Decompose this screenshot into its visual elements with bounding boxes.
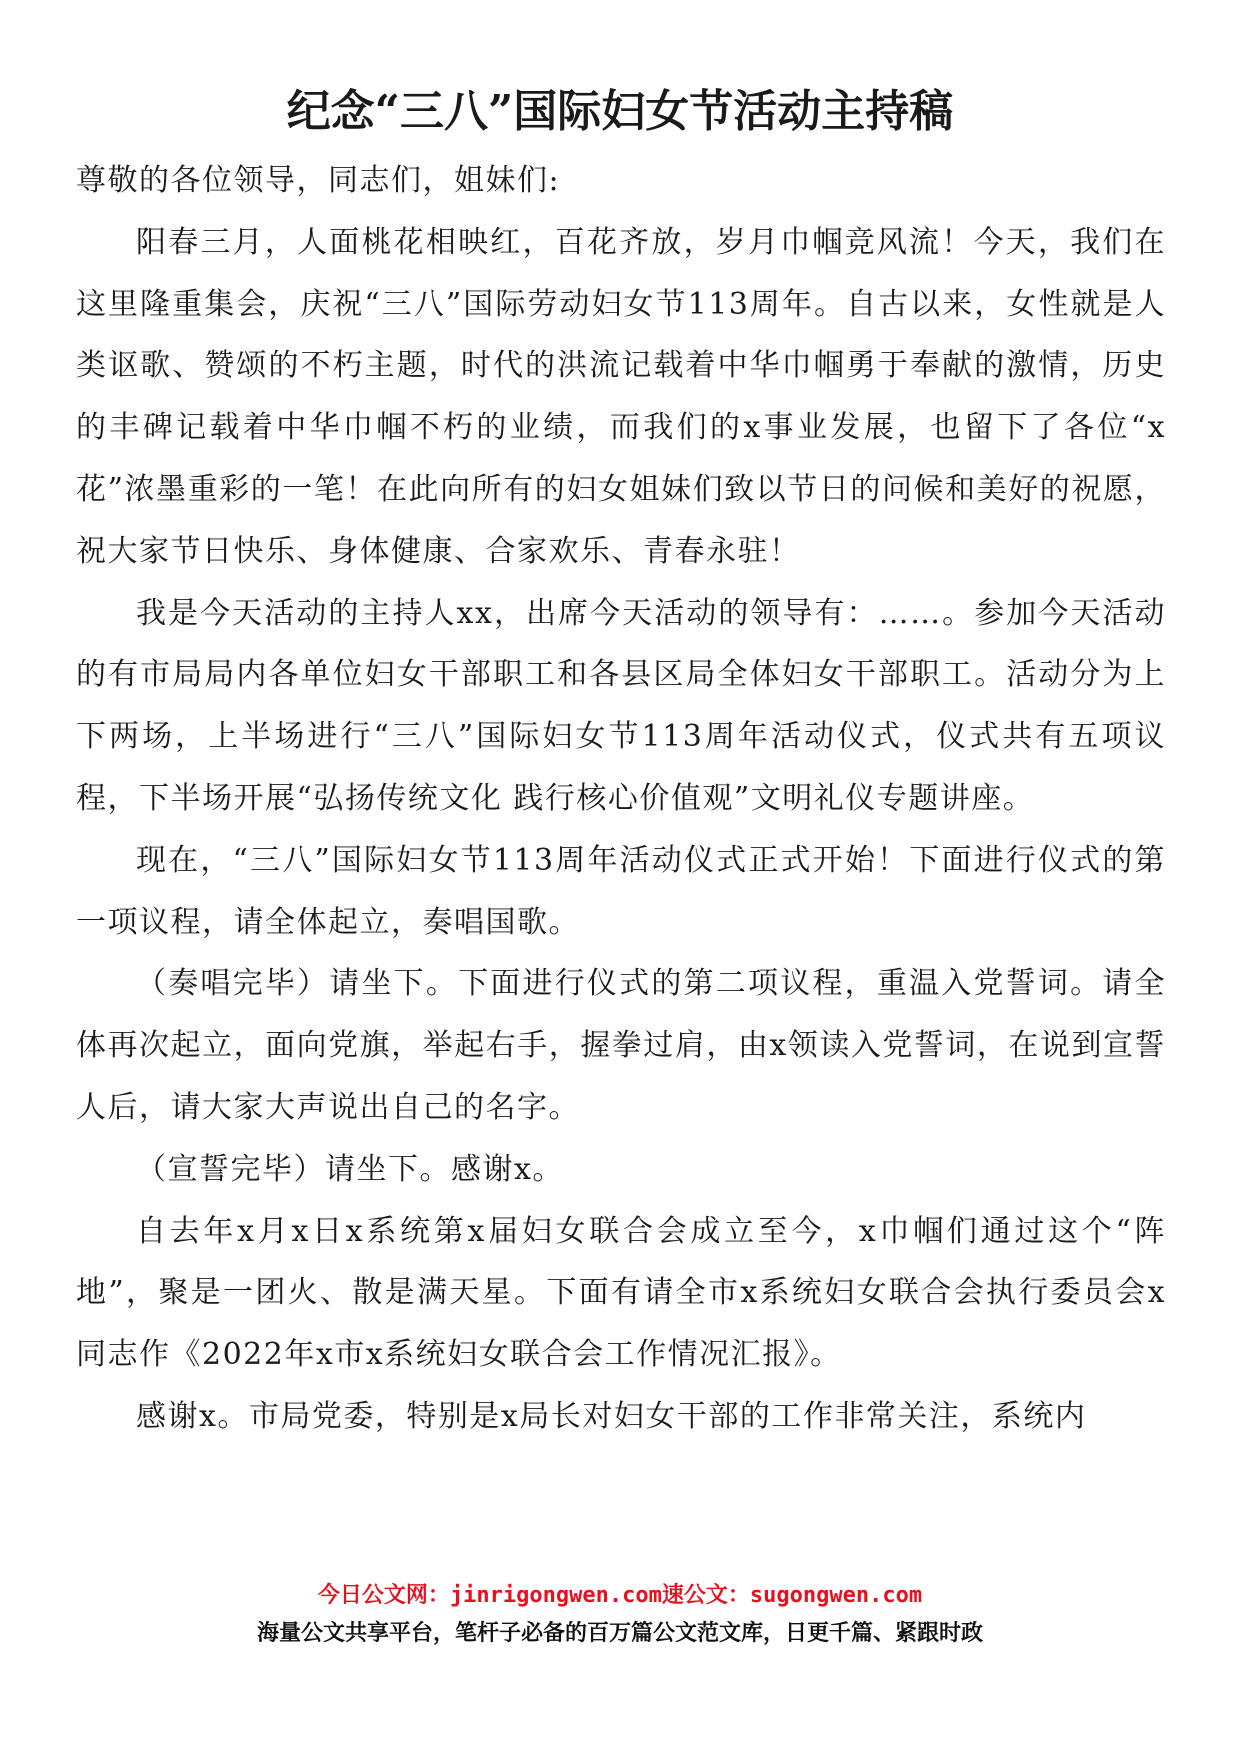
salutation: 尊敬的各位领导，同志们，姐妹们:	[76, 163, 561, 198]
paragraph-oath-done: （宣誓完毕）请坐下。感谢x。	[136, 1151, 564, 1187]
paragraph-report: 自去年x月x日x系统第x届妇女联合会成立至今，x巾帼们通过这个“阵地”，聚是一团火、散是满天星。下面有请全市x系统妇女联合会执行委员会x同志作《2022年x市x系统妇女联合会工作情况汇报》。	[76, 1213, 1166, 1373]
site2-name: 速公文：	[661, 1583, 750, 1608]
paragraph-host-intro: 我是今天活动的主持人xx，出席今天活动的领导有：……。参加今天活动的有市局局内各单位妇女干部职工和各县区局全体妇女干部职工。活动分为上下两场，上半场进行“三八”国际妇女节113周年活动仪式，仪式共有五项议程，下半场开展“弘扬传统文化 践行核心价值观”文明礼仪专题讲座。	[76, 595, 1166, 816]
paragraph-oath: （奏唱完毕）请坐下。下面进行仪式的第二项议程，重温入党誓词。请全体再次起立，面向党旗，举起右手，握拳过肩，由x领读入党誓词，在说到宣誓人后，请大家大声说出自己的名字。	[76, 966, 1166, 1125]
footer-links	[0, 1580, 1240, 1612]
paragraph-opening: 阳春三月，人面桃花相映红，百花齐放，岁月巾帼竞风流！今天，我们在这里隆重集会，庆祝“三八”国际劳动妇女节113周年。自古以来，女性就是人类讴歌、赞颂的不朽主题，时代的洪流记载着中华巾帼勇于奉献的激情，历史的丰碑记载着中华巾帼不朽的业绩，而我们的x事业发展，也留下了各位“x花”浓墨重彩的一笔！在此向所有的妇女姐妹们致以节日的问候和美好的祝愿，祝大家节日快乐、身体健康、合家欢乐、青春永驻！	[76, 224, 1166, 569]
paragraph-thanks: 感谢x。市局党委，特别是x局长对妇女干部的工作非常关注，系统内	[136, 1398, 1087, 1434]
document-body	[76, 150, 1166, 1448]
footer-banner	[0, 1580, 1240, 1652]
footer-slogan: 海量公文共享平台，笔杆子必备的百万篇公文范文库，日更千篇、紧跟时政	[256, 1621, 983, 1646]
site1-link[interactable]: jinrigongwen.com	[449, 1583, 662, 1608]
paragraph-ceremony-start: 现在，“三八”国际妇女节113周年活动仪式正式开始！下面进行仪式的第一项议程，请全体起立，奏唱国歌。	[76, 842, 1166, 940]
document-title: 纪念“三八”国际妇女节活动主持稿	[286, 86, 954, 137]
site1-name: 今日公文网：	[317, 1583, 450, 1608]
site2-link[interactable]: sugongwen.com	[749, 1583, 923, 1608]
